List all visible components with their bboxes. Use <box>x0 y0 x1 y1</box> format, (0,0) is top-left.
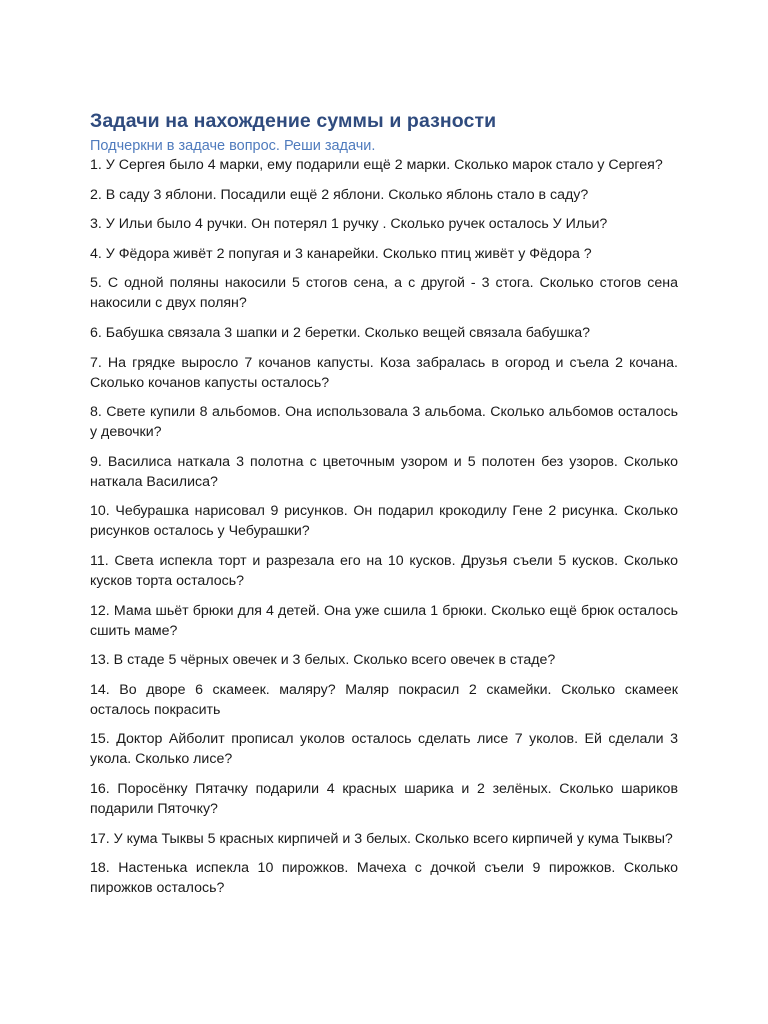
task-item: 17. У кума Тыквы 5 красных кирпичей и 3 белых. Сколько всего кирпичей у кума Тыквы? <box>90 830 673 847</box>
task-item: 18. Настенька испекла 10 пирожков. Мачеха с дочкой съели 9 пирожков. Сколько пирожков осталось? <box>90 860 678 897</box>
task-item: 3. У Ильи было 4 ручки. Он потерял 1 ручку . Сколько ручек осталось У Ильи? <box>90 216 608 233</box>
task-item: 5. С одной поляны накосили 5 стогов сена, а с другой - 3 стога. Сколько стогов сена накосили с двух полян? <box>90 275 678 312</box>
task-item: 2. В саду 3 яблони. Посадили ещё 2 яблони. Сколько яблонь стало в саду? <box>90 186 589 203</box>
task-item: 7. На грядке выросло 7 кочанов капусты. Коза забралась в огород и съела 2 кочана. Сколько кочанов капусты осталось? <box>90 354 678 391</box>
document-page <box>90 108 678 908</box>
task-item: 10. Чебурашка нарисовал 9 рисунков. Он подарил крокодилу Гене 2 рисунка. Сколько рисунков осталось у Чебурашки? <box>90 503 678 540</box>
task-list <box>90 155 678 898</box>
task-item: 11. Света испекла торт и разрезала его на 10 кусков. Друзья съели 5 кусков. Сколько кусков торта осталось? <box>90 552 678 589</box>
task-item: 14. Во дворе 6 скамеек. маляру? Маляр покрасил 2 скамейки. Сколько скамеек осталось покрасить <box>90 681 678 718</box>
instructions: Подчеркни в задаче вопрос. Реши задачи. <box>90 138 376 154</box>
task-item: 4. У Фёдора живёт 2 попугая и 3 канарейки. Сколько птиц живёт у Фёдора ? <box>90 245 592 262</box>
task-item: 1. У Сергея было 4 марки, ему подарили ещё 2 марки. Сколько марок стало у Сергея? <box>90 157 663 173</box>
task-item: 12. Мама шьёт брюки для 4 детей. Она уже сшила 1 брюки. Сколько ещё брюк осталось сшить маме? <box>90 602 678 639</box>
task-item: 16. Поросёнку Пятачку подарили 4 красных шарика и 2 зелёных. Сколько шариков подарили Пяточку? <box>90 780 678 817</box>
task-item: 6. Бабушка связала 3 шапки и 2 беретки. Сколько вещей связала бабушка? <box>90 324 591 341</box>
page-title: Задачи на нахождение суммы и разности <box>90 110 497 132</box>
task-item: 9. Василиса наткала 3 полотна с цветочным узором и 5 полотен без узоров. Сколько наткала Василиса? <box>90 453 678 490</box>
task-item: 13. В стаде 5 чёрных овечек и 3 белых. Сколько всего овечек в стаде? <box>90 652 556 669</box>
task-item: 15. Доктор Айболит прописал уколов осталось сделать лисе 7 уколов. Ей сделали 3 укола. Сколько лисе? <box>90 731 678 768</box>
task-item: 8. Свете купили 8 альбомов. Она использовала 3 альбома. Сколько альбомов осталось у девочки? <box>90 404 678 441</box>
